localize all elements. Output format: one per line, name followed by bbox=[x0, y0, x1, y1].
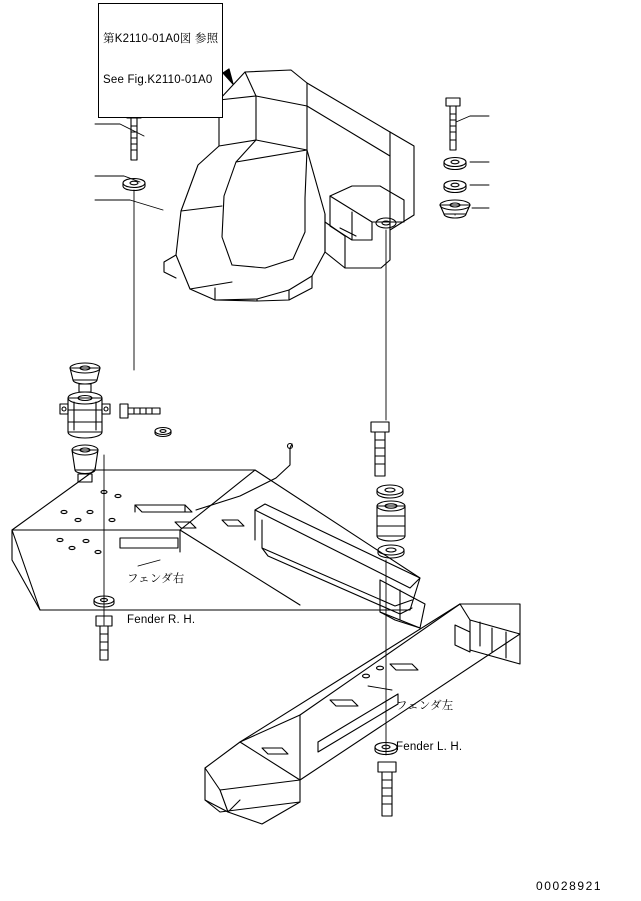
fender-rh-label-en: Fender R. H. bbox=[127, 613, 196, 626]
washer-top-right-1 bbox=[444, 158, 466, 170]
reference-note bbox=[98, 3, 223, 118]
fender-rh-label bbox=[127, 546, 195, 654]
fender-lh-label-jp: フェンダ左 bbox=[396, 700, 454, 712]
fender-rh-label-jp: フェンダ右 bbox=[127, 573, 185, 585]
mount-right-body bbox=[377, 501, 405, 541]
mount-left-body bbox=[60, 392, 110, 438]
washer-top-left bbox=[123, 179, 145, 191]
bolt-right-mount bbox=[371, 422, 389, 476]
bolt-mount-left-side bbox=[120, 404, 160, 418]
mount-left-upper bbox=[70, 363, 100, 392]
reference-note-jp: 第K2110-01A0図 参照 bbox=[103, 33, 219, 45]
drawing-number: 00028921 bbox=[536, 879, 603, 893]
fender-lh-label bbox=[396, 673, 462, 781]
bolt-bottom-right bbox=[378, 762, 396, 816]
leader-lines-right bbox=[456, 116, 489, 208]
fender-lh-body bbox=[205, 604, 520, 824]
bolt-top-right bbox=[446, 98, 460, 150]
fender-rh-body bbox=[12, 444, 425, 629]
washer-right-mount-1 bbox=[377, 485, 403, 498]
reference-note-en: See Fig.K2110-01A0 bbox=[103, 73, 213, 86]
washer-top-right-2 bbox=[444, 181, 466, 193]
mount-left-lower bbox=[72, 445, 98, 482]
leader-lines-left bbox=[95, 124, 163, 210]
washer-right-mount-2 bbox=[378, 545, 404, 558]
washer-mount-left-side bbox=[155, 428, 171, 437]
fender-lh-label-en: Fender L. H. bbox=[396, 740, 463, 753]
